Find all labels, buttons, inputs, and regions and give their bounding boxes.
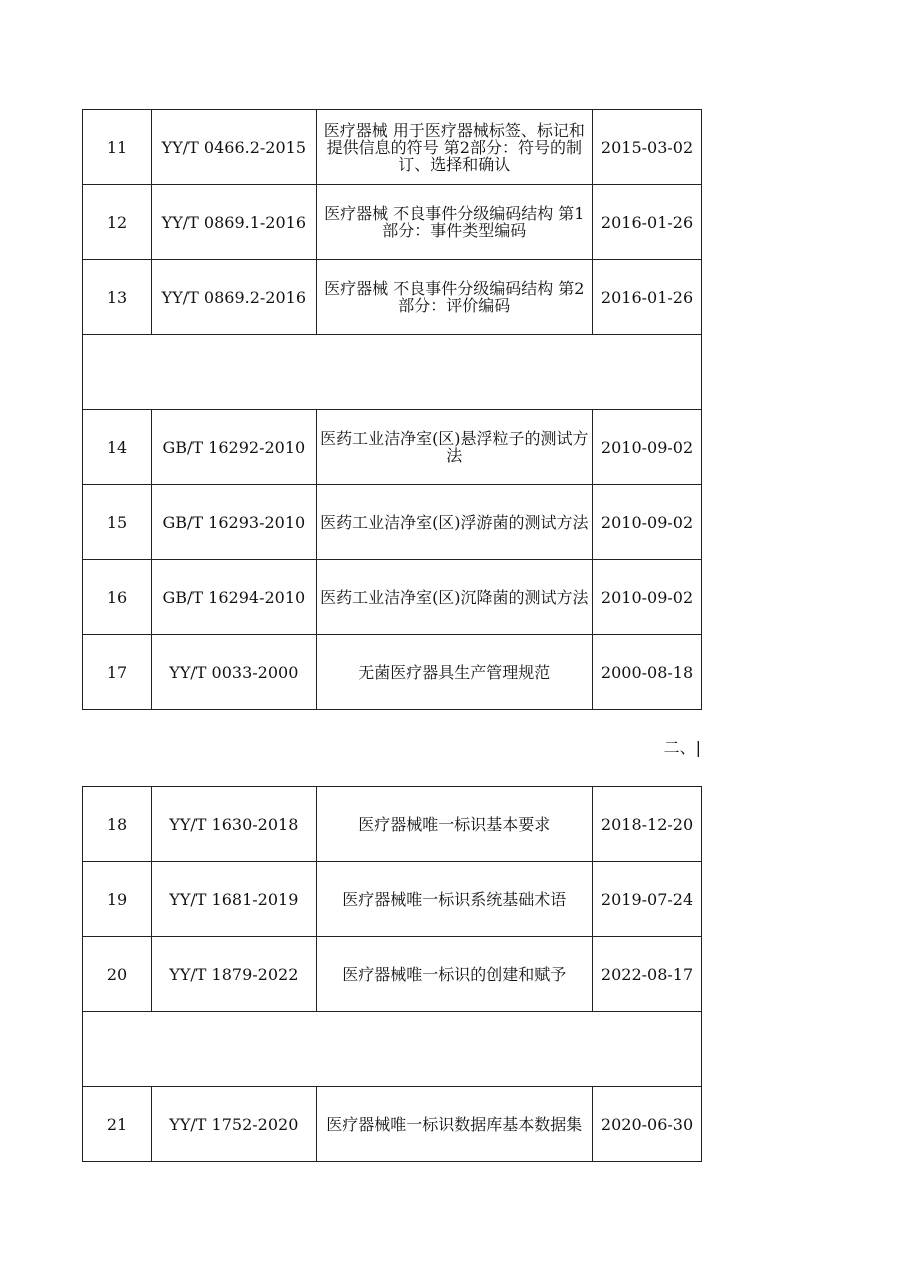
standard-code: GB/T 16293-2010 bbox=[152, 485, 316, 560]
blank-row bbox=[83, 335, 702, 410]
issue-date: 2015-03-02 bbox=[593, 110, 702, 185]
blank-cell bbox=[83, 335, 702, 410]
row-number: 14 bbox=[83, 410, 152, 485]
row-number: 19 bbox=[83, 862, 152, 937]
issue-date: 2018-12-20 bbox=[593, 787, 702, 862]
table-row bbox=[83, 862, 702, 937]
row-number: 13 bbox=[83, 260, 152, 335]
blank-cell bbox=[83, 1012, 702, 1087]
row-number: 18 bbox=[83, 787, 152, 862]
section-heading: 二、| bbox=[663, 738, 701, 757]
standard-title: 医疗器械唯一标识的创建和赋予 bbox=[316, 937, 593, 1012]
standard-code: YY/T 0869.1-2016 bbox=[152, 185, 316, 260]
standard-code: YY/T 0869.2-2016 bbox=[152, 260, 316, 335]
table-row bbox=[83, 410, 702, 485]
table-row bbox=[83, 635, 702, 710]
blank-row bbox=[83, 1012, 702, 1087]
issue-date: 2016-01-26 bbox=[593, 185, 702, 260]
standard-code: YY/T 1752-2020 bbox=[152, 1087, 316, 1162]
table-row bbox=[83, 560, 702, 635]
standard-code: YY/T 1681-2019 bbox=[152, 862, 316, 937]
issue-date: 2010-09-02 bbox=[593, 410, 702, 485]
row-number: 12 bbox=[83, 185, 152, 260]
table-row bbox=[83, 937, 702, 1012]
row-number: 16 bbox=[83, 560, 152, 635]
standard-title: 无菌医疗器具生产管理规范 bbox=[316, 635, 593, 710]
standards-table-2 bbox=[82, 786, 702, 1162]
row-number: 11 bbox=[83, 110, 152, 185]
row-number: 20 bbox=[83, 937, 152, 1012]
standard-title: 医药工业洁净室(区)悬浮粒子的测试方法 bbox=[316, 410, 593, 485]
standard-title: 医疗器械唯一标识系统基础术语 bbox=[316, 862, 593, 937]
row-number: 17 bbox=[83, 635, 152, 710]
row-number: 21 bbox=[83, 1087, 152, 1162]
table-row bbox=[83, 185, 702, 260]
issue-date: 2022-08-17 bbox=[593, 937, 702, 1012]
table-row bbox=[83, 787, 702, 862]
standard-title: 医疗器械唯一标识基本要求 bbox=[316, 787, 593, 862]
standard-title: 医药工业洁净室(区)沉降菌的测试方法 bbox=[316, 560, 593, 635]
standard-code: YY/T 0033-2000 bbox=[152, 635, 316, 710]
table-row bbox=[83, 1087, 702, 1162]
issue-date: 2010-09-02 bbox=[593, 485, 702, 560]
standard-code: YY/T 0466.2-2015 bbox=[152, 110, 316, 185]
standard-code: GB/T 16294-2010 bbox=[152, 560, 316, 635]
table-row bbox=[83, 260, 702, 335]
standard-title: 医药工业洁净室(区)浮游菌的测试方法 bbox=[316, 485, 593, 560]
standard-title: 医疗器械 不良事件分级编码结构 第2部分：评价编码 bbox=[316, 260, 593, 335]
issue-date: 2000-08-18 bbox=[593, 635, 702, 710]
issue-date: 2010-09-02 bbox=[593, 560, 702, 635]
standard-code: YY/T 1879-2022 bbox=[152, 937, 316, 1012]
standard-code: YY/T 1630-2018 bbox=[152, 787, 316, 862]
issue-date: 2019-07-24 bbox=[593, 862, 702, 937]
standard-title: 医疗器械 不良事件分级编码结构 第1部分：事件类型编码 bbox=[316, 185, 593, 260]
table-row bbox=[83, 485, 702, 560]
table-row bbox=[83, 110, 702, 185]
standards-table-1 bbox=[82, 109, 702, 710]
issue-date: 2020-06-30 bbox=[593, 1087, 702, 1162]
standard-code: GB/T 16292-2010 bbox=[152, 410, 316, 485]
row-number: 15 bbox=[83, 485, 152, 560]
standard-title: 医疗器械 用于医疗器械标签、标记和提供信息的符号 第2部分：符号的制订、选择和确认 bbox=[316, 110, 593, 185]
issue-date: 2016-01-26 bbox=[593, 260, 702, 335]
standard-title: 医疗器械唯一标识数据库基本数据集 bbox=[316, 1087, 593, 1162]
